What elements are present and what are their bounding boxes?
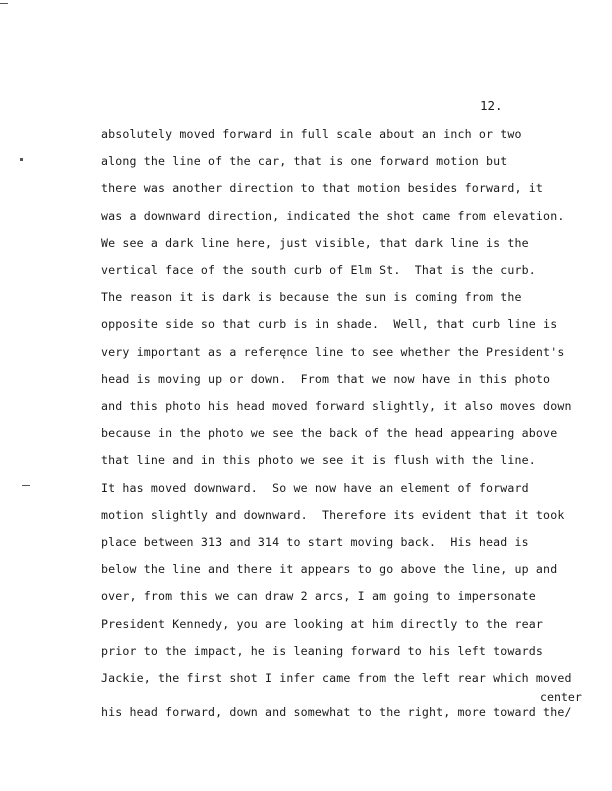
text-line: President Kennedy, you are looking at him directly to the rear bbox=[101, 616, 544, 631]
text-line: We see a dark line here, just visible, that dark line is the bbox=[101, 235, 529, 250]
text-line: motion slightly and downward. Therefore its evident that it took bbox=[101, 507, 565, 522]
text-line: that line and in this photo we see it is flush with the line. bbox=[101, 453, 536, 468]
text-line: It has moved downward. So we now have an element of forward bbox=[101, 480, 529, 495]
text-line: below the line and there it appears to go above the line, up and bbox=[101, 562, 558, 577]
text-line: there was another direction to that motion besides forward, it bbox=[101, 181, 544, 196]
text-line: along the line of the car, that is one forward motion but bbox=[101, 154, 508, 169]
text-line: place between 313 and 314 to start moving back. His head is bbox=[101, 535, 529, 549]
text-line: opposite side so that curb is in shade. Well, that curb line is bbox=[101, 317, 558, 332]
margin-mark-chevron bbox=[20, 158, 23, 161]
text-line: over, from this we can draw 2 arcs, I am going to impersonate bbox=[101, 589, 536, 604]
handwritten-insertion: center bbox=[540, 690, 582, 704]
text-line: prior to the impact, he is leaning forward to his left towards bbox=[101, 643, 544, 658]
text-line: vertical face of the south curb of Elm St. That is the curb. bbox=[101, 263, 536, 277]
text-line: his head forward, down and somewhat to the right, more toward the/ bbox=[101, 705, 572, 719]
text-line: Jackie, the first shot I infer came from the left rear which moved bbox=[101, 671, 572, 685]
margin-mark-top bbox=[0, 3, 8, 4]
text-line: and this photo his head moved forward slightly, it also moves down bbox=[101, 399, 572, 413]
text-line: The reason it is dark is because the sun is coming from the bbox=[101, 290, 522, 305]
text-line: head is moving up or down. From that we now have in this photo bbox=[101, 371, 551, 386]
text-line: because in the photo we see the back of the head appearing above bbox=[101, 426, 558, 441]
text-line: absolutely moved forward in full scale about an inch or two bbox=[101, 127, 522, 141]
text-line: was a downward direction, indicated the shot came from elevation. bbox=[101, 208, 565, 223]
margin-mark-middle bbox=[22, 485, 30, 486]
text-line: very important as a referęnce line to see whether the President's bbox=[101, 344, 565, 359]
page-number: 12. bbox=[480, 98, 503, 113]
